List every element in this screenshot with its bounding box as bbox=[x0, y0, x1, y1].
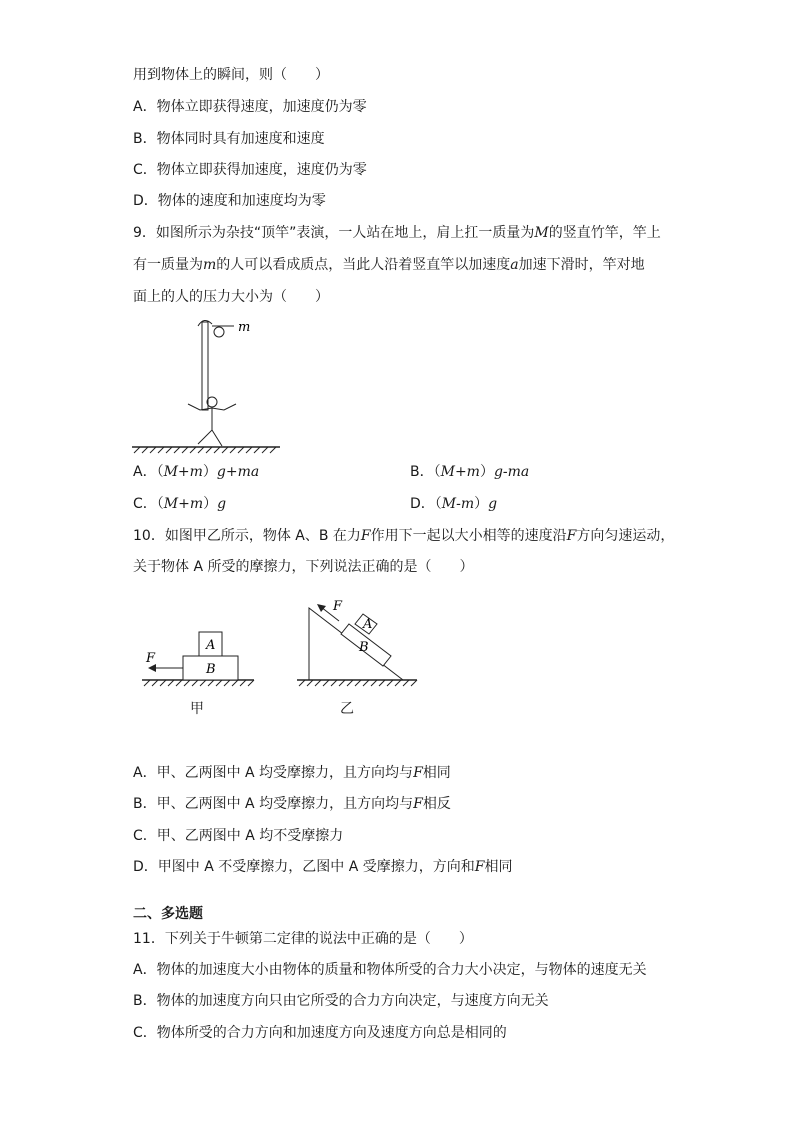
pole-act-figure bbox=[128, 312, 288, 458]
q9-stem-line2: 有一质量为m的人可以看成质点，当此人沿着竖直竿以加速度a加速下滑时，竿对地 bbox=[133, 257, 645, 273]
block-b-label: B bbox=[206, 662, 216, 677]
figure-jia bbox=[138, 620, 262, 690]
var-a: a bbox=[510, 257, 519, 273]
q10-option-b: B．甲、乙两图中 A 均受摩擦力，且方向均与F相反 bbox=[133, 796, 451, 812]
q8-stem-tail: 用到物体上的瞬间，则（ ） bbox=[133, 67, 329, 83]
q9-option-d: D．（M-m）g bbox=[410, 496, 498, 512]
force-label-f: F bbox=[333, 599, 343, 614]
standing-person-legs bbox=[198, 430, 222, 446]
figure-yi bbox=[295, 594, 423, 690]
q10-option-c: C．甲、乙两图中 A 均不受摩擦力 bbox=[133, 828, 344, 844]
q9-option-b: B．（M+m）g-ma bbox=[410, 464, 530, 480]
block-a-label: A bbox=[363, 617, 373, 632]
caption-jia: 甲 bbox=[190, 701, 204, 717]
bamboo-pole bbox=[202, 322, 208, 410]
q9-stem-line1: 9．如图所示为杂技“顶竿”表演，一人站在地上，肩上扛一质量为M的竖直竹竿，竿上 bbox=[133, 225, 661, 241]
q11-option-a: A．物体的加速度大小由物体的质量和物体所受的合力大小决定，与物体的速度无关 bbox=[133, 962, 647, 978]
ground-hatch bbox=[299, 680, 417, 686]
force-label-f: F bbox=[146, 651, 156, 666]
q10-stem-line2: 关于物体 A 所受的摩擦力，下列说法正确的是（ ） bbox=[133, 559, 474, 575]
q9-stem-line3: 面上的人的压力大小为（ ） bbox=[133, 289, 329, 305]
climber-arm bbox=[198, 320, 212, 326]
q9-option-a: A．（M+m）g+ma bbox=[133, 464, 260, 480]
mass-label-m: m bbox=[238, 320, 251, 335]
q10-option-d: D．甲图中 A 不受摩擦力，乙图中 A 受摩擦力，方向和F相同 bbox=[133, 859, 513, 875]
q11-option-b: B．物体的加速度方向只由它所受的合力方向决定，与速度方向无关 bbox=[133, 993, 549, 1009]
q11-stem: 11．下列关于牛顿第二定律的说法中正确的是（ ） bbox=[133, 931, 473, 947]
ground-hatch bbox=[134, 447, 276, 453]
caption-yi: 乙 bbox=[340, 701, 354, 717]
climber-head bbox=[214, 327, 224, 337]
q8-option-a: A．物体立即获得速度，加速度仍为零 bbox=[133, 99, 367, 115]
block-b-label: B bbox=[359, 640, 369, 655]
var-m: m bbox=[203, 257, 217, 273]
var-M: M bbox=[534, 225, 549, 241]
q11-option-c: C．物体所受的合力方向和加速度方向及速度方向总是相同的 bbox=[133, 1025, 507, 1041]
ground-hatch bbox=[144, 680, 254, 686]
arrow-head-icon bbox=[317, 604, 326, 612]
q10-stem-line1: 10．如图甲乙所示，物体 A、B 在力F作用下一起以大小相等的速度沿F方向匀速运动， bbox=[133, 528, 675, 544]
section-title: 二、多选题 bbox=[133, 906, 203, 922]
q8-option-c: C．物体立即获得加速度，速度仍为零 bbox=[133, 162, 367, 178]
q8-option-b: B．物体同时具有加速度和速度 bbox=[133, 131, 325, 147]
q10-option-a: A．甲、乙两图中 A 均受摩擦力，且方向均与F相同 bbox=[133, 765, 451, 781]
q8-option-d: D．物体的速度和加速度均为零 bbox=[133, 193, 326, 209]
q9-option-c: C．（M+m）g bbox=[133, 496, 227, 512]
block-a-label: A bbox=[206, 638, 216, 653]
